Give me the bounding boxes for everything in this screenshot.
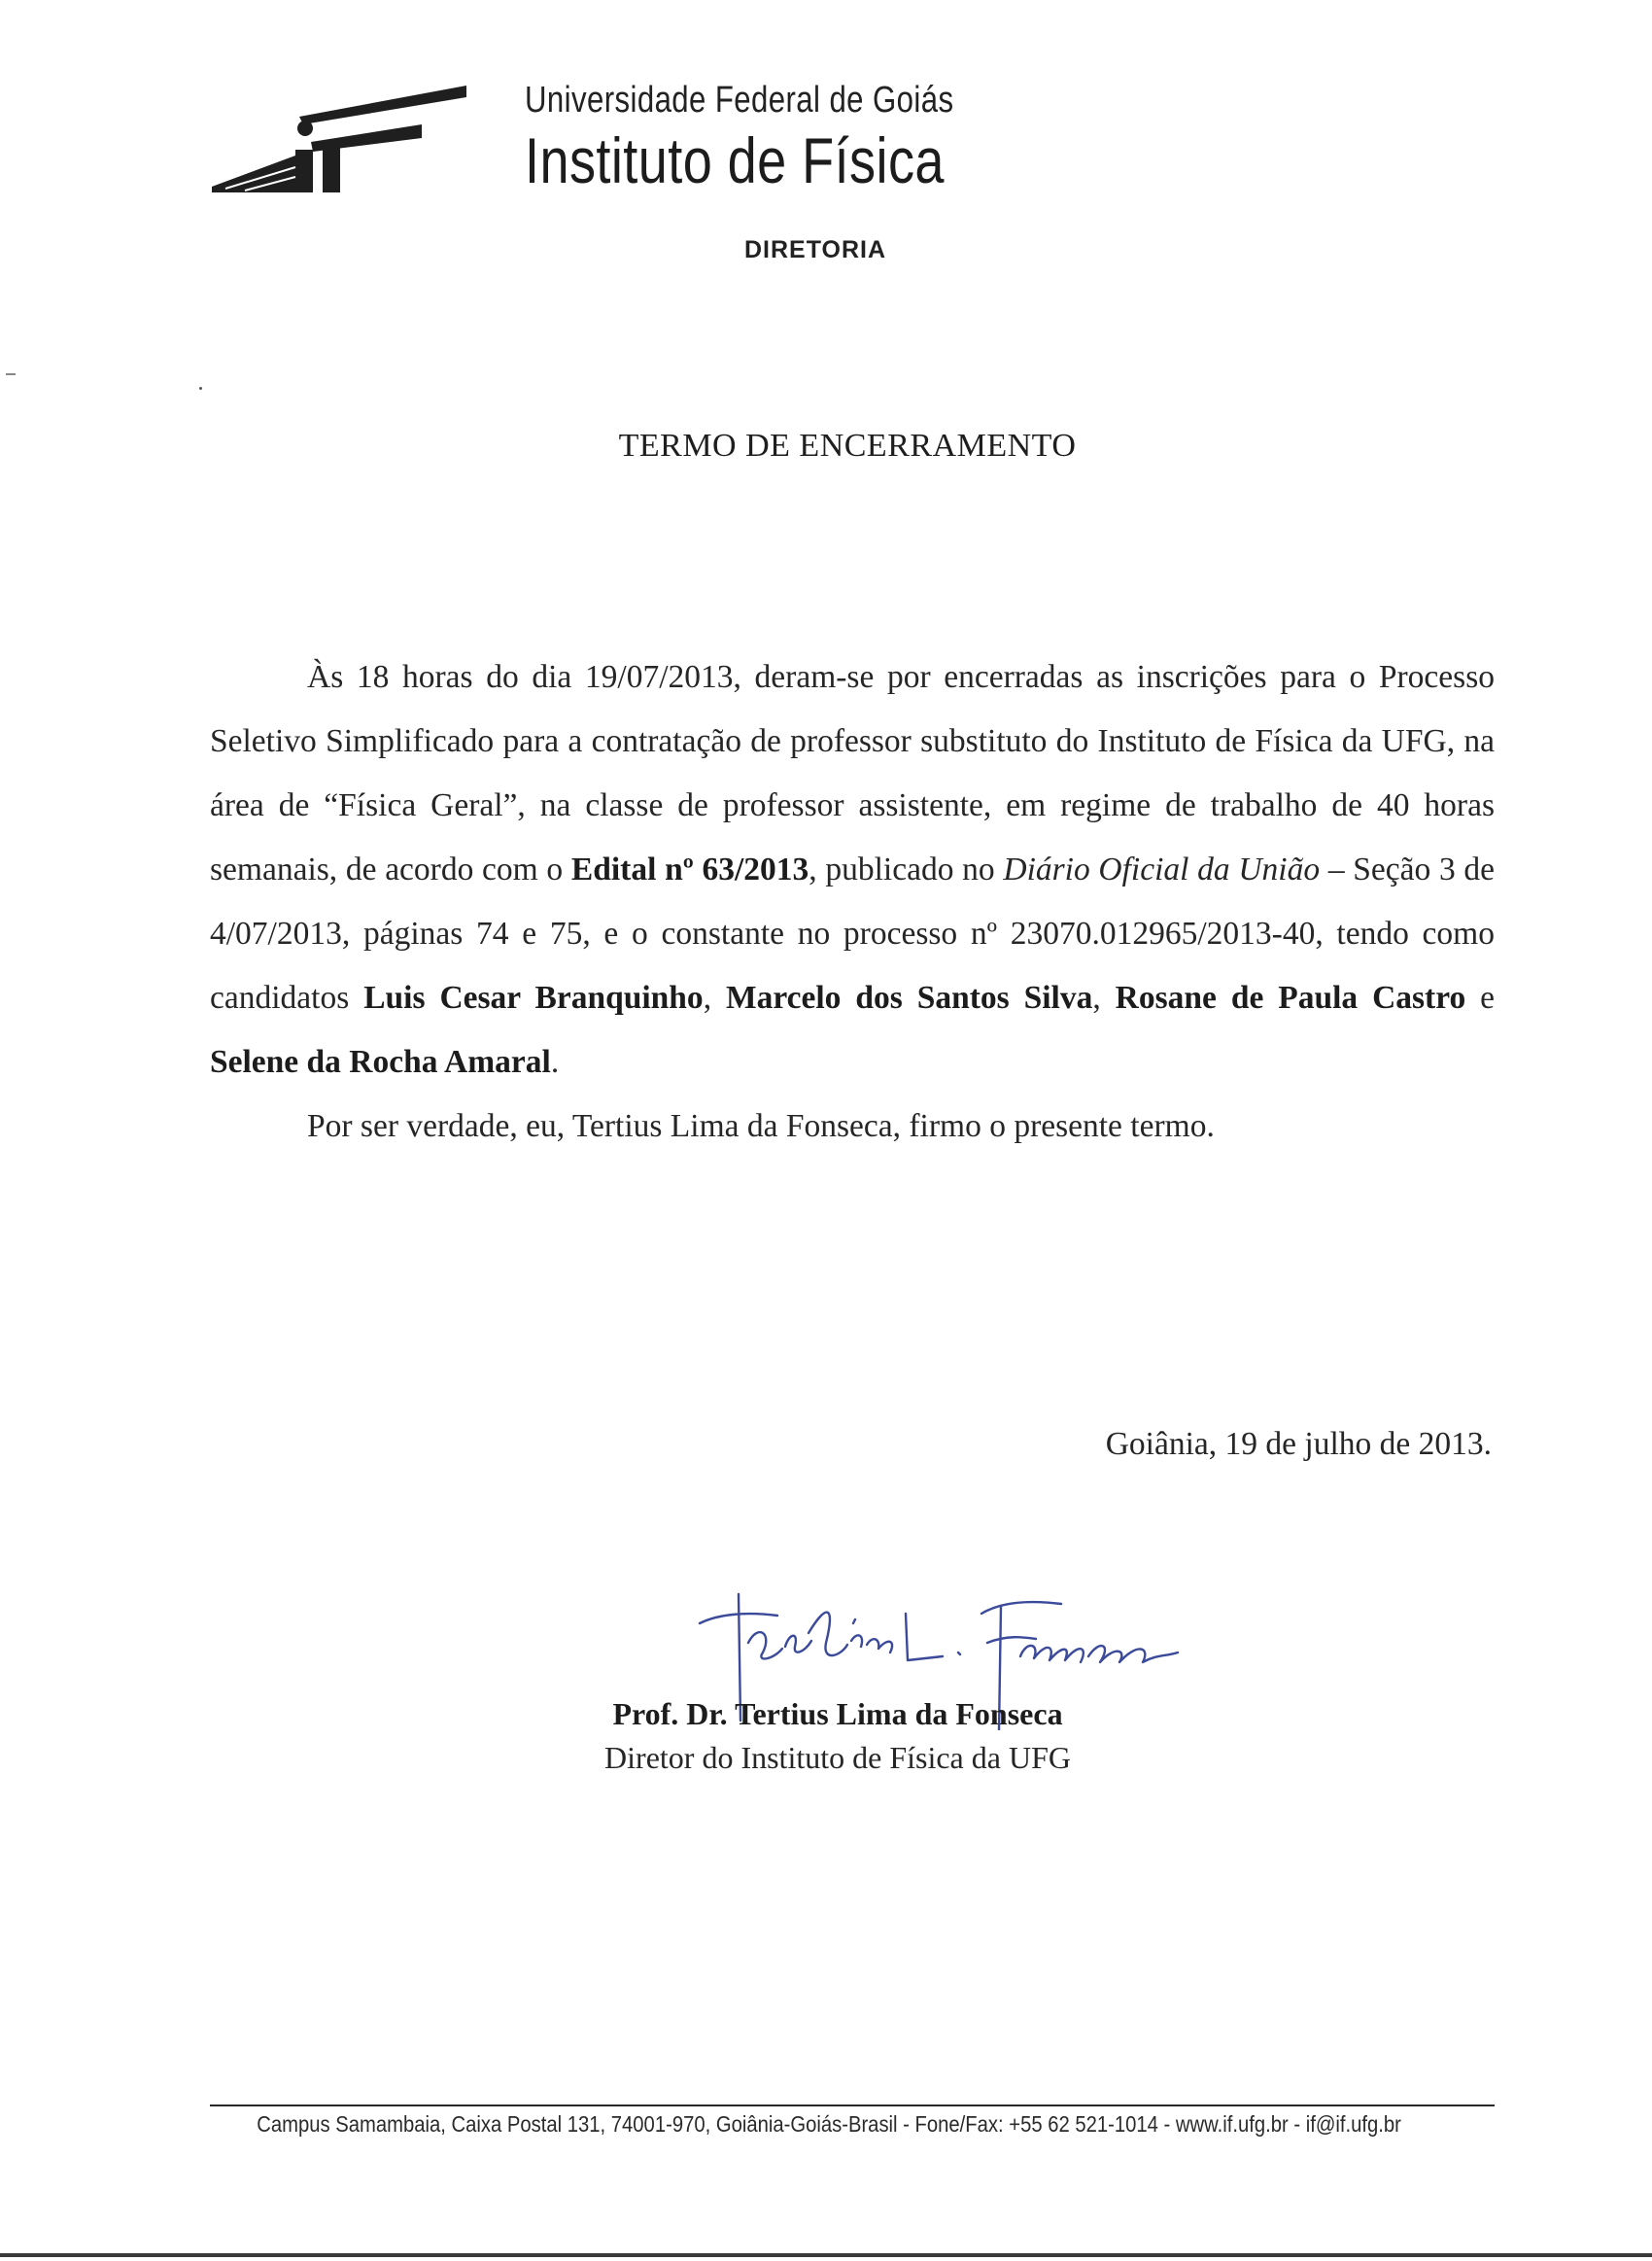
candidate-name: Marcelo dos Santos Silva xyxy=(726,980,1093,1016)
institute-name: Instituto de Física xyxy=(525,124,945,196)
candidate-name: Luis Cesar Branquinho xyxy=(363,980,704,1016)
edital-reference: Edital nº 63/2013 xyxy=(570,852,809,887)
footer-divider xyxy=(210,2104,1495,2106)
journal-name: Diário Oficial da União xyxy=(1003,852,1321,887)
department-label: DIRETORIA xyxy=(743,236,887,263)
scan-speck xyxy=(6,373,16,375)
university-name: Universidade Federal de Goiás xyxy=(525,80,954,121)
document-body xyxy=(210,645,1495,1159)
if-logo-icon xyxy=(206,80,480,196)
date-line: Goiânia, 19 de julho de 2013. xyxy=(1105,1426,1492,1462)
paragraph-closing: Por ser verdade, eu, Tertius Lima da Fonseca, firmo o presente termo. xyxy=(307,1108,1215,1144)
document-title: TERMO DE ENCERRAMENTO xyxy=(618,428,1077,464)
candidate-name: Selene da Rocha Amaral xyxy=(210,1044,551,1080)
signatory-name: Prof. Dr. Tertius Lima da Fonseca xyxy=(612,1696,1063,1731)
signatory-role: Diretor do Instituto de Física da UFG xyxy=(604,1740,1071,1775)
candidate-name: Rosane de Paula Castro xyxy=(1115,980,1466,1016)
footer-address: Campus Samambaia, Caixa Postal 131, 74001-970, Goiânia-Goiás-Brasil - Fone/Fax: +55 62 521-1014 - www.if.ufg.br - if@if.ufg.br xyxy=(257,2111,1401,2137)
scan-speck xyxy=(199,387,202,390)
scan-edge xyxy=(0,2253,1652,2257)
paragraph-main: Às 18 horas do dia 19/07/2013, deram-se por encerradas as inscrições para o Processo Seletivo Simplificado para a contratação de professor substituto do Instituto de Física da UFG, na área de “Física Geral”, na classe de professor assistente, em regime de trabalho de 40 horas semanais, de acordo com o Edital nº 63/2013, publicado no Diário Oficial da União – Seção 3 de 4/07/2013, páginas 74 e 75, e o constante no processo nº 23070.012965/2013-40, tendo como candidatos Luis Cesar Branquinho, Marcelo dos Santos Silva, Rosane de Paula Castro e Selene da Rocha Amaral. xyxy=(210,659,1496,1080)
